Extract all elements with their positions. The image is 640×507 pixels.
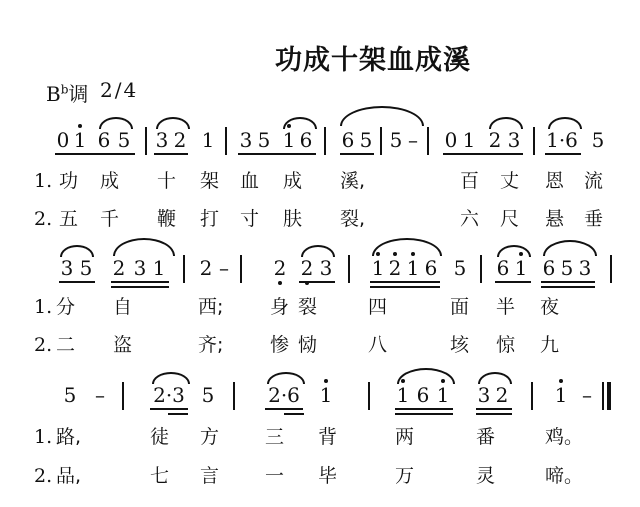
lyric: 悬 <box>545 208 565 230</box>
note: 6 <box>299 128 313 152</box>
note: 1 <box>319 383 333 407</box>
eighth-underline <box>238 153 316 155</box>
dash: – <box>582 383 592 407</box>
slur <box>156 117 190 129</box>
tie <box>340 106 424 126</box>
eighth-underline <box>55 153 135 155</box>
lyric: 品, <box>56 465 82 487</box>
verse-number: 1. <box>34 170 53 192</box>
lyric: 裂, <box>340 208 366 230</box>
sixteenth-underline <box>395 413 453 415</box>
slur <box>548 117 582 129</box>
note: 1 <box>396 383 410 407</box>
lyric: 夜 <box>540 296 560 318</box>
eighth-underline <box>443 153 523 155</box>
lyric: 言 <box>200 465 220 487</box>
note: 1 <box>514 256 528 280</box>
note-dotted: 2·3 <box>153 383 185 407</box>
lyric: 七 <box>150 465 170 487</box>
lyric: 恩 <box>545 170 565 192</box>
eighth-underline <box>476 408 512 410</box>
note: 3 <box>477 383 491 407</box>
dash: – <box>95 383 105 407</box>
slur <box>478 372 512 384</box>
barline <box>145 127 147 155</box>
eighth-underline <box>340 153 374 155</box>
eighth-underline <box>154 153 188 155</box>
note-dotted: 1·6 <box>546 128 578 152</box>
note: 5 <box>79 256 93 280</box>
song-title: 功成十架血成溪 <box>275 45 471 76</box>
lyric: 惨 <box>270 334 290 356</box>
eighth-underline <box>265 408 303 410</box>
key-suffix: 调 <box>68 82 89 106</box>
barline <box>225 127 227 155</box>
lyric: 西; <box>198 296 224 318</box>
eighth-underline <box>545 153 581 155</box>
note: 5 <box>117 128 131 152</box>
key-signature <box>46 78 88 107</box>
lyric: 血 <box>240 170 260 192</box>
slur <box>267 372 305 384</box>
sixteenth-underline <box>111 286 169 288</box>
eighth-underline <box>495 281 531 283</box>
lyric: 啼。 <box>545 465 584 487</box>
note: 3 <box>239 128 253 152</box>
note: 2 <box>388 256 402 280</box>
note: 5 <box>591 128 605 152</box>
barline <box>533 127 535 155</box>
lyric: 背 <box>318 426 338 448</box>
note: 0 <box>56 128 70 152</box>
barline <box>480 255 482 283</box>
verse-number: 1. <box>34 296 53 318</box>
lyric: 千 <box>100 208 120 230</box>
note: 3 <box>133 256 147 280</box>
lyric: 万 <box>395 465 415 487</box>
eighth-underline <box>150 408 188 410</box>
note: 1 <box>436 383 450 407</box>
sixteenth-underline <box>370 286 440 288</box>
lyric: 流 <box>584 170 604 192</box>
note: 6 <box>97 128 111 152</box>
lyric: 鞭 <box>157 208 177 230</box>
verse-number: 1. <box>34 426 53 448</box>
lyric: 垂 <box>584 208 604 230</box>
lyric: 丈 <box>500 170 520 192</box>
note: 1 <box>152 256 166 280</box>
key-letter: B <box>46 82 61 106</box>
eighth-underline <box>395 408 453 410</box>
lyric: 身 <box>270 296 290 318</box>
lyric: 裂 <box>298 296 318 318</box>
sixteenth-underline <box>168 413 188 415</box>
note: 6 <box>496 256 510 280</box>
note: 2 <box>273 256 287 280</box>
lyric: 分 <box>56 296 76 318</box>
note: 1 <box>201 128 215 152</box>
lyric: 面 <box>450 296 470 318</box>
barline <box>610 255 612 283</box>
note: 2 <box>199 256 213 280</box>
note: 6 <box>341 128 355 152</box>
eighth-underline <box>59 281 95 283</box>
note: 3 <box>578 256 592 280</box>
lyric: 打 <box>200 208 220 230</box>
lyric: 一 <box>265 465 285 487</box>
slur <box>397 368 455 384</box>
slur <box>60 245 94 257</box>
lyric: 三 <box>265 426 285 448</box>
lyric: 十 <box>157 170 177 192</box>
time-signature: 2/4 <box>100 78 139 102</box>
lyric: 寸 <box>240 208 260 230</box>
sixteenth-underline <box>476 413 512 415</box>
eighth-underline <box>541 281 595 283</box>
note: 3 <box>155 128 169 152</box>
lyric: 四 <box>368 296 388 318</box>
lyric: 自 <box>113 296 133 318</box>
slur <box>489 117 523 129</box>
lyric: 齐; <box>198 334 224 356</box>
lyric: 方 <box>200 426 220 448</box>
lyric: 鸡。 <box>545 426 584 448</box>
verse-number: 2. <box>34 208 53 230</box>
slur <box>99 117 133 129</box>
verse-number: 2. <box>34 465 53 487</box>
lyric: 惊 <box>496 334 516 356</box>
barline <box>324 127 326 155</box>
note: 5 <box>453 256 467 280</box>
final-barline-thick <box>607 382 611 410</box>
lyric: 毕 <box>318 465 338 487</box>
lyric: 二 <box>56 334 76 356</box>
eighth-underline <box>299 281 335 283</box>
lyric: 徒 <box>150 426 170 448</box>
barline <box>427 127 429 155</box>
barline <box>183 255 185 283</box>
dash: – <box>219 256 229 280</box>
note: 2 <box>488 128 502 152</box>
note: 6 <box>542 256 556 280</box>
lyric: 五 <box>59 208 79 230</box>
slur <box>497 245 531 257</box>
note: 2 <box>300 256 314 280</box>
note: 3 <box>60 256 74 280</box>
lyric: 垓 <box>450 334 470 356</box>
lyric: 尺 <box>500 208 520 230</box>
dash: – <box>408 128 418 152</box>
note: 5 <box>257 128 271 152</box>
lyric: 功 <box>59 170 79 192</box>
note: 6 <box>416 383 430 407</box>
note: 5 <box>389 128 403 152</box>
lyric: 灵 <box>476 465 496 487</box>
slur <box>152 372 190 384</box>
barline <box>368 382 370 410</box>
slur <box>543 240 597 256</box>
lyric: 恸 <box>298 334 318 356</box>
lyric: 番 <box>476 426 496 448</box>
final-barline-thin <box>602 382 604 410</box>
barline <box>122 382 124 410</box>
slur <box>372 238 442 256</box>
eighth-underline <box>111 281 169 283</box>
note: 5 <box>560 256 574 280</box>
note: 3 <box>319 256 333 280</box>
eighth-underline <box>370 281 440 283</box>
lyric: 路, <box>56 426 82 448</box>
lyric: 八 <box>368 334 388 356</box>
barline <box>531 382 533 410</box>
verse-number: 2. <box>34 334 53 356</box>
barline <box>348 255 350 283</box>
sixteenth-underline <box>541 286 595 288</box>
slur <box>113 238 175 256</box>
note: 1 <box>406 256 420 280</box>
lyric: 溪, <box>340 170 366 192</box>
key-flat-sign: b <box>60 82 69 97</box>
lyric: 盗 <box>113 334 133 356</box>
note: 1 <box>462 128 476 152</box>
note: 1 <box>554 383 568 407</box>
slur <box>301 245 335 257</box>
note: 3 <box>507 128 521 152</box>
note: 5 <box>201 383 215 407</box>
note: 2 <box>173 128 187 152</box>
lyric: 两 <box>395 426 415 448</box>
note: 6 <box>424 256 438 280</box>
lyric: 六 <box>460 208 480 230</box>
lyric: 成 <box>283 170 303 192</box>
barline <box>240 255 242 283</box>
sixteenth-underline <box>284 413 304 415</box>
lyric: 百 <box>460 170 480 192</box>
note: 2 <box>495 383 509 407</box>
note: 2 <box>112 256 126 280</box>
note: 1 <box>371 256 385 280</box>
note-dotted: 2·6 <box>268 383 300 407</box>
note: 5 <box>63 383 77 407</box>
barline <box>233 382 235 410</box>
slur <box>283 117 317 129</box>
note: 0 <box>444 128 458 152</box>
barline <box>380 127 382 155</box>
note: 1 <box>282 128 296 152</box>
lyric: 架 <box>200 170 220 192</box>
lyric: 成 <box>100 170 120 192</box>
lyric: 九 <box>540 334 560 356</box>
lyric: 半 <box>496 296 516 318</box>
note: 5 <box>359 128 373 152</box>
lyric: 肤 <box>283 208 303 230</box>
note: 1 <box>73 128 87 152</box>
